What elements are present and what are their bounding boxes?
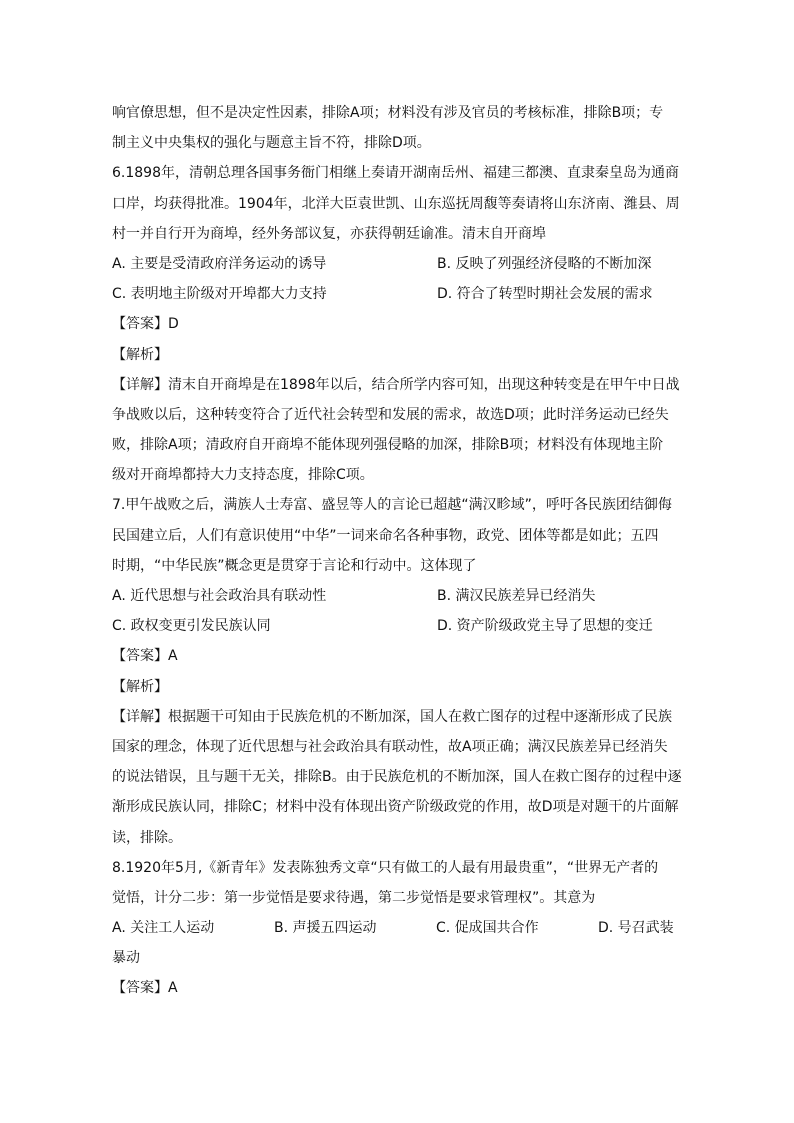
option-row xyxy=(112,249,684,279)
text-line: 暴动 xyxy=(112,950,140,967)
option-item: D. 号召武装 xyxy=(598,920,674,937)
text-line: 觉悟，计分二步：第一步觉悟是要求待遇，第二步觉悟是要求管理权”。其意为 xyxy=(112,889,596,906)
text-line: 【答案】D xyxy=(112,316,179,333)
option-item: C. 表明地主阶级对开埠都大力支持 xyxy=(112,286,327,303)
text-line: 【答案】A xyxy=(112,980,178,997)
option-row xyxy=(112,581,684,611)
text-line: 时期，“中华民族”概念更是贯穿于言论和行动中。这体现了 xyxy=(112,557,477,574)
option-item: D. 符合了转型时期社会发展的需求 xyxy=(437,286,653,303)
option-item: D. 资产阶级政党主导了思想的变迁 xyxy=(437,618,653,635)
text-line: 争战败以后，这种转变符合了近代社会转型和发展的需求，故选D项；此时洋务运动已经失 xyxy=(112,406,669,423)
document-page xyxy=(112,98,684,1004)
text-line: 【解析】 xyxy=(112,678,168,695)
option-row xyxy=(112,913,684,943)
option-item: B. 声援五四运动 xyxy=(274,920,377,937)
text-line: 【详解】根据题干可知由于民族危机的不断加深，国人在救亡图存的过程中逐渐形成了民族 xyxy=(112,708,672,725)
text-line: 民国建立后，人们有意识使用“中华”一词来命名各种事物，政党、团体等都是如此；五四 xyxy=(112,527,659,544)
text-line: 口岸，均获得批准。1904年，北洋大臣袁世凯、山东巡抚周馥等奏请将山东济南、潍县、周 xyxy=(112,195,680,212)
text-line: 【答案】A xyxy=(112,648,178,665)
option-item: A. 关注工人运动 xyxy=(112,920,215,937)
text-line: 制主义中央集权的强化与题意主旨不符，排除D项。 xyxy=(112,135,431,152)
option-item: B. 满汉民族差异已经消失 xyxy=(437,588,596,604)
text-line: 败，排除A项；清政府自开商埠不能体现列强侵略的加深，排除B项；材料没有体现地主阶 xyxy=(112,437,664,454)
text-line: 7.甲午战败之后，满族人士寿富、盛昱等人的言论已超越“满汉畛域”，呼吁各民族团结御侮 xyxy=(112,497,672,514)
text-line: 6.1898年，清朝总理各国事务衙门相继上奏请开湖南岳州、福建三都澳、直隶秦皇岛为通商 xyxy=(112,165,679,182)
option-item: B. 反映了列强经济侵略的不断加深 xyxy=(437,255,652,272)
text-line: 渐形成民族认同，排除C；材料中没有体现出资产阶级政党的作用，故D项是对题干的片面解 xyxy=(112,799,679,816)
option-row xyxy=(112,611,684,641)
text-line: 响官僚思想，但不是决定性因素，排除A项；材料没有涉及官员的考核标准，排除B项；专 xyxy=(112,105,664,121)
text-line: 村一并自行开为商埠，经外务部议复，亦获得朝廷谕准。清末自开商埠 xyxy=(112,225,546,242)
option-item: A. 主要是受清政府洋务运动的诱导 xyxy=(112,255,327,272)
text-line: 【详解】清末自开商埠是在1898年以后，结合所学内容可知，出现这种转变是在甲午中日战 xyxy=(112,376,680,393)
text-line: 级对开商埠都持大力支持态度，排除C项。 xyxy=(112,467,374,484)
text-line: 【解析】 xyxy=(112,346,168,363)
text-line: 读，排除。 xyxy=(112,829,182,846)
option-item: A. 近代思想与社会政治具有联动性 xyxy=(112,588,327,604)
text-line: 8.1920年5月,《新青年》发表陈独秀文章“只有做工的人最有用最贵重”，“世界无产者的 xyxy=(112,859,659,876)
option-item: C. 政权变更引发民族认同 xyxy=(112,618,271,635)
text-line: 国家的理念，体现了近代思想与社会政治具有联动性，故A项正确；满汉民族差异已经消失 xyxy=(112,738,668,755)
text-line: 的说法错误，且与题干无关，排除B。由于民族危机的不断加深，国人在救亡图存的过程中逐 xyxy=(112,769,682,786)
option-item: C. 促成国共合作 xyxy=(436,920,539,937)
option-row xyxy=(112,279,684,309)
